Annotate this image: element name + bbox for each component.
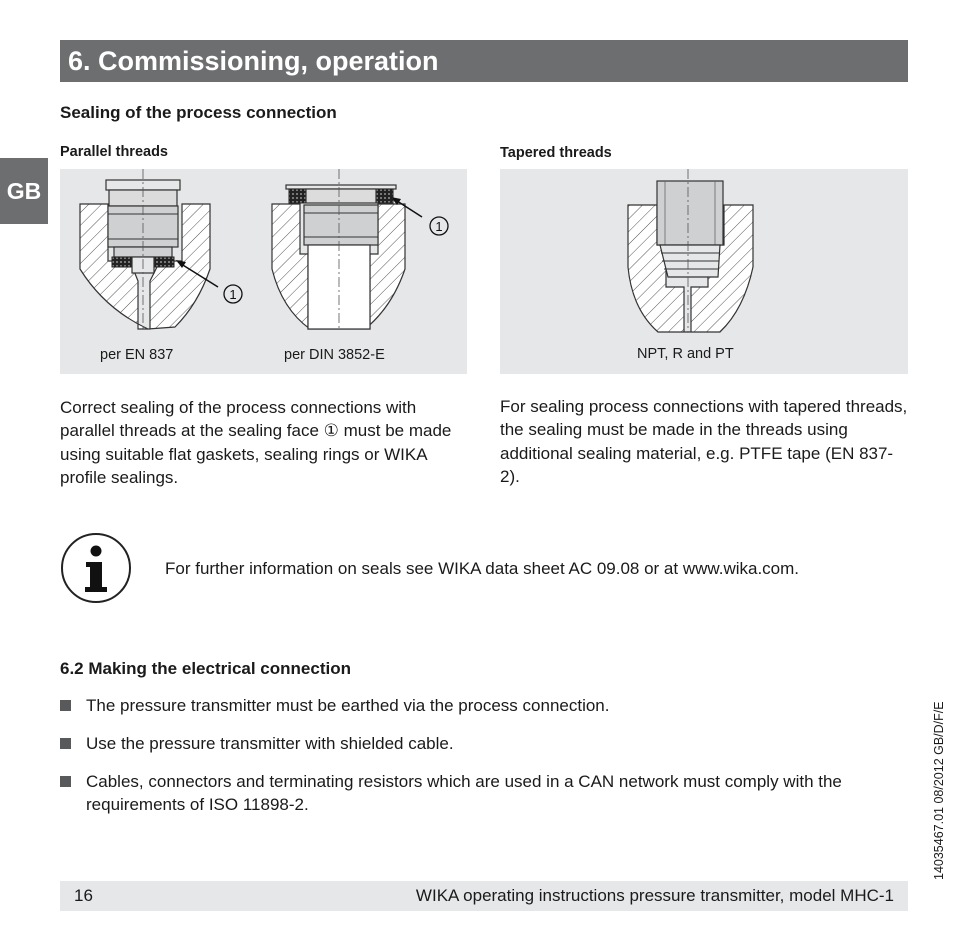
parallel-threads-text: Correct sealing of the process connections with parallel threads at the sealing face ① must be made using suitable flat gaskets, sealing rings or WIKA profile sealings. xyxy=(60,398,452,488)
bullet-square-icon xyxy=(60,776,71,787)
npt-label: NPT, R and PT xyxy=(637,346,734,362)
section-title: 6. Commissioning, operation xyxy=(60,40,908,82)
en837-drawing xyxy=(80,169,242,329)
info-icon xyxy=(60,532,132,604)
svg-text:1: 1 xyxy=(229,287,237,302)
bullet-text: Use the pressure transmitter with shielded cable. xyxy=(86,734,454,753)
en837-label: per EN 837 xyxy=(100,347,174,363)
tapered-threads-figure xyxy=(500,169,908,374)
bullet-text: Cables, connectors and terminating resistors which are used in a CAN network must comply with the requirements of ISO 11898-2. xyxy=(86,772,842,815)
parallel-threads-figure xyxy=(60,169,467,374)
tapered-threads-caption: Tapered threads xyxy=(500,145,612,161)
tapered-threads-text: For sealing process connections with tapered threads, the sealing must be made in the threads using additional sealing material, e.g. PTFE tape (EN 837-2). xyxy=(500,397,908,487)
page-footer xyxy=(60,881,908,911)
din3852-label: per DIN 3852-E xyxy=(284,347,385,363)
language-tab[interactable]: GB xyxy=(0,158,48,224)
subsection-heading: Sealing of the process connection xyxy=(60,103,337,122)
din3852-drawing xyxy=(272,169,448,329)
parallel-threads-caption: Parallel threads xyxy=(60,144,168,160)
tapered-threads-drawing xyxy=(500,169,908,374)
bullet-square-icon xyxy=(60,700,71,711)
svg-text:1: 1 xyxy=(435,219,443,234)
info-note: For further information on seals see WIKA data sheet AC 09.08 or at www.wika.com. xyxy=(165,559,800,578)
page-number: 16 xyxy=(74,886,93,905)
bullet-text: The pressure transmitter must be earthed via the process connection. xyxy=(86,696,610,715)
document-code: 14035467.01 08/2012 GB/D/F/E xyxy=(932,701,946,880)
bullet-item xyxy=(60,770,908,817)
bullet-item xyxy=(60,694,908,717)
bullet-square-icon xyxy=(60,738,71,749)
parallel-threads-drawing xyxy=(60,169,467,374)
footer-title: WIKA operating instructions pressure transmitter, model MHC-1 xyxy=(415,886,894,905)
electrical-heading: 6.2 Making the electrical connection xyxy=(60,659,351,678)
bullet-item xyxy=(60,732,908,755)
tapered-drawing xyxy=(628,169,753,332)
